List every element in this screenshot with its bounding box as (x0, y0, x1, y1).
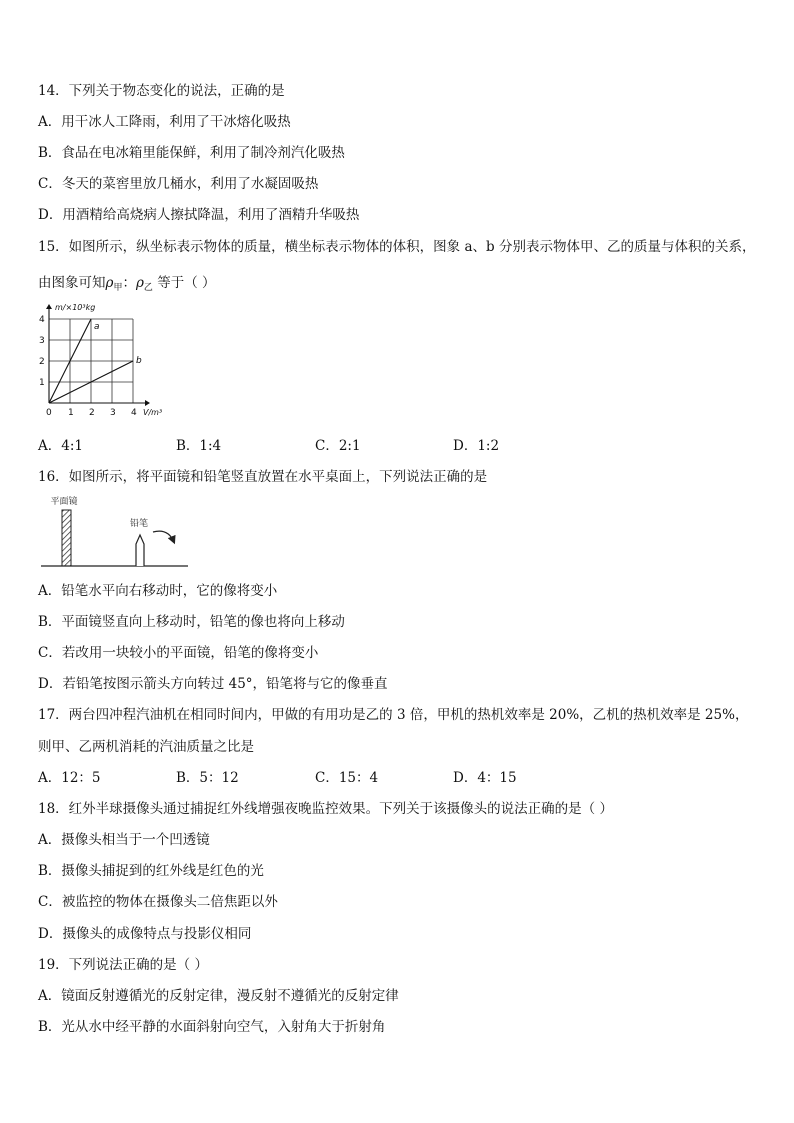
y-tick-label: 2 (39, 357, 45, 367)
ratio-colon: ： (122, 275, 136, 291)
y-tick-label: 4 (39, 315, 45, 325)
q17-stem-line2: 则甲、乙两机消耗的汽油质量之比是 (38, 739, 254, 755)
q14-option-a: A．用干冰人工降雨，利用了干冰熔化吸热 (38, 114, 291, 130)
q14-option-c: C．冬天的菜窖里放几桶水，利用了水凝固吸热 (38, 176, 319, 192)
q15-prefix: 由图象可知 (38, 275, 106, 291)
q18-option-d: D．摄像头的成像特点与投影仪相同 (38, 926, 252, 942)
x-tick-label: 4 (131, 408, 137, 418)
y-tick-label: 3 (39, 336, 45, 346)
subscript-jia: 甲 (113, 283, 123, 293)
x-tick-label: 2 (89, 408, 95, 418)
q17-option-d: D．4：15 (453, 770, 517, 786)
q16-option-c: C．若改用一块较小的平面镜，铅笔的像将变小 (38, 645, 319, 661)
chart-grid (49, 319, 133, 403)
q16-option-b: B．平面镜竖直向上移动时，铅笔的像也将向上移动 (38, 614, 345, 630)
x-axis-label: V/m³ (143, 408, 163, 417)
q17-option-b: B．5：12 (176, 770, 239, 786)
series-label-b: b (136, 356, 142, 366)
y-tick-label: 1 (39, 378, 45, 388)
q19-option-b: B．光从水中经平静的水面斜射向空气，入射角大于折射角 (38, 1019, 386, 1035)
q15-stem-line2 (38, 274, 216, 297)
q15-stem-line1: 15．如图所示，纵坐标表示物体的质量，横坐标表示物体的体积，图象 a、b 分别表示物体甲、乙的质量与体积的关系， (38, 239, 756, 255)
subscript-yi: 乙 (143, 283, 153, 293)
mass-volume-chart (36, 303, 176, 428)
x-tick-label: 1 (68, 408, 74, 418)
q17-stem-line1: 17．两台四冲程汽油机在相同时间内，甲做的有用功是乙的 3 倍，甲机的热机效率是 20%，乙机的热机效率是 25%， (38, 707, 749, 723)
plane-mirror (62, 510, 71, 566)
q18-stem: 18．红外半球摄像头通过捕捉红外线增强夜晚监控效果。下列关于该摄像头的说法正确的是（ ） (38, 801, 613, 817)
q16-option-a: A．铅笔水平向右移动时，它的像将变小 (38, 583, 278, 599)
x-axis-arrow-icon (145, 400, 150, 406)
q18-option-c: C．被监控的物体在摄像头二倍焦距以外 (38, 894, 278, 910)
q17-option-a: A．12：5 (38, 770, 101, 786)
pencil-label: 铅笔 (129, 519, 149, 529)
x-tick-label: 3 (110, 408, 116, 418)
mirror-label: 平面镜 (50, 497, 78, 507)
rotation-arrow-icon (153, 531, 174, 542)
q15-suffix: 等于（ ） (152, 275, 216, 291)
rho-symbol-1: ρ (105, 275, 114, 291)
mirror-pencil-figure (36, 492, 196, 574)
q15-option-c: C．2:1 (315, 438, 361, 454)
q15-option-b: B．1:4 (176, 438, 222, 454)
y-axis-label: m/×10³kg (55, 303, 96, 312)
q14-option-b: B．食品在电冰箱里能保鲜，利用了制冷剂汽化吸热 (38, 145, 345, 161)
rho-symbol-2: ρ (135, 275, 144, 291)
q14-stem: 14．下列关于物态变化的说法，正确的是 (38, 83, 285, 99)
q19-stem: 19．下列说法正确的是（ ） (38, 957, 208, 973)
q16-option-d: D．若铅笔按图示箭头方向转过 45°，铅笔将与它的像垂直 (38, 676, 388, 692)
y-axis-arrow-icon (46, 304, 52, 309)
series-label-a: a (94, 322, 100, 332)
pencil (136, 535, 144, 566)
q18-option-b: B．摄像头捕捉到的红外线是红色的光 (38, 863, 264, 879)
x-tick-label: 0 (46, 408, 52, 418)
q19-option-a: A．镜面反射遵循光的反射定律，漫反射不遵循光的反射定律 (38, 988, 399, 1004)
q16-stem: 16．如图所示，将平面镜和铅笔竖直放置在水平桌面上，下列说法正确的是 (38, 469, 488, 485)
q14-option-d: D．用酒精给高烧病人擦拭降温，利用了酒精升华吸热 (38, 207, 360, 223)
q18-option-a: A．摄像头相当于一个凹透镜 (38, 832, 210, 848)
q15-option-d: D．1:2 (453, 438, 500, 454)
chart-labels (39, 303, 162, 418)
q15-option-a: A．4:1 (38, 438, 83, 454)
q17-option-c: C．15：4 (315, 770, 379, 786)
